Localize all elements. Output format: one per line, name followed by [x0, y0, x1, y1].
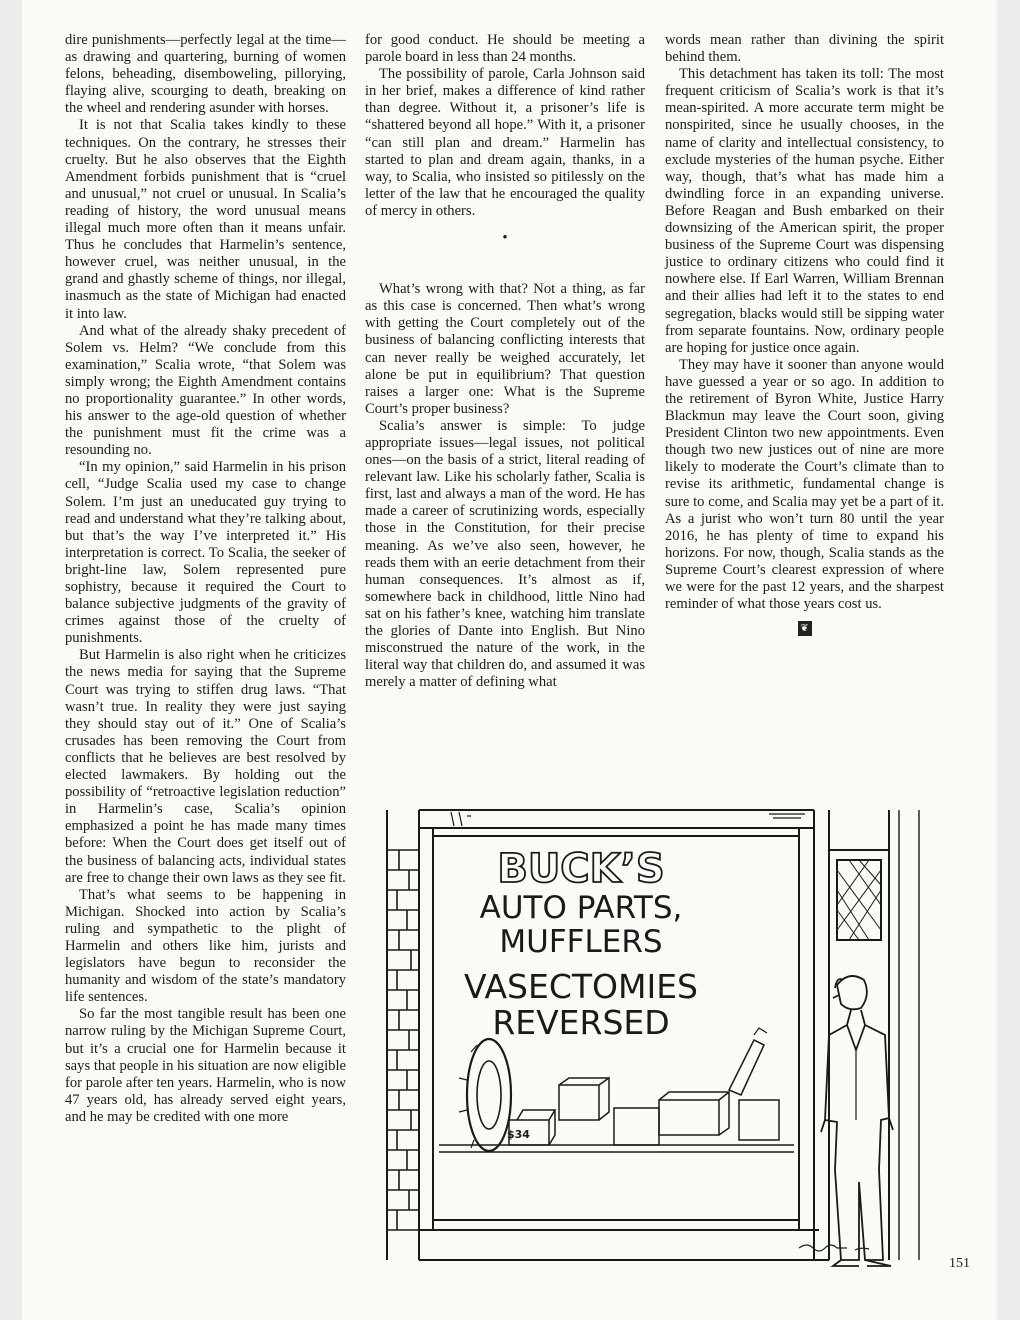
sign-line-reversed: REVERSED — [492, 1003, 670, 1042]
paragraph: And what of the already shaky precedent of Solem vs. Helm? “We conclude from this examination,” Scalia wrote, “that Solem was simply wrong; the Eighth Amendment contains no proportionality guarantee.” In other words, his answer to the age-old question of whether the punishment must fit the crime was a resounding no. — [65, 322, 346, 459]
paragraph: “In my opinion,” said Harmelin in his prison cell, “Judge Scalia used my case to change Solem. I’m just an uneducated guy trying to read and understand what they’re talking about, but that’s the way I’ve interpreted it.” His interpretation is correct. To Scalia, the seeker of bright-line law, Solem represented pure sophistry, because it required the Court to balance subjective judgments of the gravity of crimes against those of the cruelty of punishments. — [65, 459, 346, 647]
paragraph: words mean rather than divining the spirit behind them. — [665, 32, 944, 66]
paragraph: What’s wrong with that? Not a thing, as far as this case is concerned. Then what’s wrong with getting the Court completely out of the business of balancing conflicting interests that can never really be weighed accurately, let alone be put in equilibrium? That question raises a larger one: What is the Supreme Court’s proper business? — [365, 281, 645, 417]
paragraph: for good conduct. He should be meeting a parole board in less than 24 months. — [365, 32, 645, 66]
sign-line-auto-parts: AUTO PARTS, — [479, 890, 683, 926]
sign-line-vasectomies: VASECTOMIES — [463, 967, 699, 1006]
price-tag: $34 — [507, 1128, 530, 1141]
paragraph: It is not that Scalia takes kindly to these techniques. On the contrary, he stresses their cruelty. But he also observes that the Eighth Amendment forbids punishment that is “cruel and unusual,” not cruel or unusual. In Scalia’s reading of history, the word unusual means illegal much more often than it means unfair. Thus he concludes that Harmelin’s sentence, however cruel, was neither unusual, in the grand and ghastly scheme of things, nor illegal, inasmuch as the state of Michigan had enacted it into law. — [65, 117, 346, 322]
section-separator: • — [502, 230, 508, 247]
page-number: 151 — [949, 1256, 970, 1271]
cartoon-illustration — [359, 790, 959, 1280]
paragraph: The possibility of parole, Carla Johnson said in her brief, makes a difference of kind rather than degree. Without it, a prisoner’s life is “shattered beyond all hope.” With it, a prisoner “can still plan and dream.” Harmelin has started to plan and dream again, thanks, in a way, to Scalia, who insisted so pitilessly on the letter of the law that he encouraged the quality of mercy in others. — [365, 66, 645, 219]
paragraph: Scalia’s answer is simple: To judge appropriate issues—legal issues, not political ones—on the basis of a strict, literal reading of relevant law. Like his scholarly father, Scalia is first, last and always a man of the word. He has made a career of scrutinizing words, especially those in the Constitution, for their precise meaning. As we’ve also seen, however, he reads them with an eerie detachment from their human consequences. It’s almost as if, somewhere back in childhood, little Nino had sat on his father’s knee, watching him translate the glories of Dante into English. But Nino misconstrued the nature of the work, in the literal way that children do, and assumed it was merely a matter of defining what — [365, 417, 645, 691]
paragraph: But Harmelin is also right when he criticizes the news media for saying that the Supreme Court was trying to stiffen drug laws. “That wasn’t true. In reality they were just saying they should stay out of it.” One of Scalia’s crusades has been removing the Court from conflicts that he believes are best resolved by elected lawmakers. By holding out the possibility of “retroactive legislation reduction” in Harmelin’s case, Scalia’s opinion emphasized a point he has made many times before: When the Court does get itself out of the business of balancing acts, individual states are free to change their own laws as they see fit. — [65, 647, 346, 886]
text-column-1 — [65, 32, 346, 1126]
paragraph: That’s what seems to be happening in Michigan. Shocked into action by Scalia’s ruling and sympathetic to the plight of Harmelin and others like him, jurists and legislators have begun to reconsider the humanity and wisdom of the state’s mandatory life sentences. — [65, 886, 346, 1006]
paragraph: They may have it sooner than anyone would have guessed a year or so ago. In addition to the retirement of Byron White, Justice Harry Blackmun may leave the Court soon, giving President Clinton two new appointments. Even though two new justices out of nine are more likely to moderate the Court’s climate than to revise its arithmetic, fundamental change is sure to come, and Scalia may yet be a part of it. As a jurist who won’t turn 80 until the year 2016, he has plenty of time to expand his horizons. For now, though, Scalia stands as the Supreme Court’s clearest expression of where we were for the past 12 years, and the sharpest reminder of what those years cost us. — [665, 356, 944, 613]
paragraph: dire punishments—perfectly legal at the time—as drawing and quartering, burning of women felons, beheading, disemboweling, pillorying, flaying alive, scourging to death, breaking on the wheel and rendering asunder with horses. — [65, 32, 346, 117]
sign-line-bucks: BUCK’S — [497, 846, 665, 892]
rabbit-head-icon: ❦ — [798, 621, 812, 636]
text-column-3 — [665, 32, 944, 636]
text-column-2 — [365, 32, 645, 691]
paragraph: This detachment has taken its toll: The most frequent criticism of Scalia’s work is that it’s mean-spirited. A more accurate term might be nonspirited, since he usually chooses, in the name of clarity and intellectual consistency, to exclude mysteries of the human psyche. Either way, though, that’s what has made him a dwindling force in an expanding universe. Before Reagan and Bush embarked on their downsizing of the American spirit, the proper business of the Supreme Court was dispensing justice to ordinary citizens who could find it nowhere else. If Earl Warren, William Brennan and their allies had left it to the states to end segregation, blacks would still be sipping water from separate fountains. Now, ordinary people are hoping for justice once again. — [665, 66, 944, 356]
sign-line-mufflers: MUFFLERS — [499, 924, 663, 960]
paragraph: So far the most tangible result has been one narrow ruling by the Michigan Supreme Court, but it’s a crucial one for Harmelin because it says that people in his situation are now eligible for parole after ten years. Harmelin, who is now 47 years old, has already served eight years, and he may be credited with one more — [65, 1006, 346, 1125]
magazine-page — [22, 0, 997, 1320]
